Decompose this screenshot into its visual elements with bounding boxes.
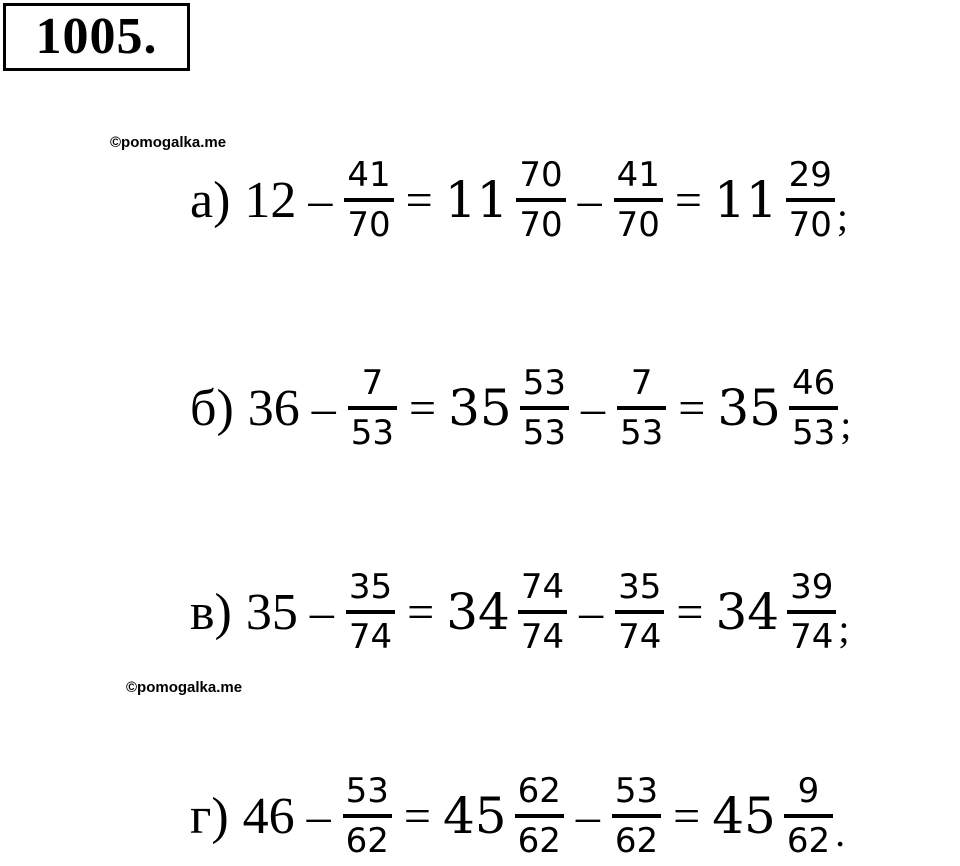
minus-sign: – [575,789,600,843]
equation-label: а) [190,171,231,229]
fraction-denominator: 70 [519,205,563,245]
fraction-numerator: 9 [797,771,820,811]
result-fraction [786,155,835,245]
fraction-denominator: 62 [345,821,389,861]
equation-label: г) [190,787,229,845]
equation-label: б) [190,379,234,437]
equation-b [190,358,851,458]
end-punctuation: . [835,810,846,855]
mixed-fraction [516,155,565,245]
fraction-numerator: 70 [519,155,563,195]
fraction-numerator: 35 [618,567,662,607]
result-fraction [787,567,836,657]
minuend: 12 [244,171,297,229]
equation-label: в) [190,583,232,641]
fraction-numerator: 7 [361,363,384,403]
fraction-denominator: 62 [786,821,831,861]
fraction-numerator: 41 [347,155,391,195]
fraction-denominator: 70 [616,205,660,245]
fraction-numerator: 53 [614,771,659,811]
minus-sign: – [581,381,606,435]
end-punctuation: ; [840,402,852,447]
subtrahend-fraction-2 [612,771,661,861]
fraction-numerator: 53 [522,363,567,403]
minus-sign: – [309,585,334,639]
subtrahend-fraction [344,155,393,245]
fraction-denominator: 53 [791,413,836,453]
equation-c [190,562,849,662]
result-whole: 34 [715,583,780,641]
fraction-numerator: 29 [788,155,832,195]
fraction-numerator: 46 [791,363,836,403]
equation-d [190,766,845,866]
equals-sign: = [409,381,437,435]
fraction-denominator: 62 [517,821,561,861]
subtrahend-fraction [348,363,397,453]
minus-sign: – [579,585,604,639]
result-fraction [789,363,838,453]
equals-sign: = [678,381,706,435]
mixed-whole: 34 [446,583,510,641]
equals-sign: = [405,173,433,227]
minus-sign: – [308,173,333,227]
end-punctuation: ; [838,606,850,651]
fraction-numerator: 7 [630,363,653,403]
fraction-denominator: 74 [348,617,393,657]
minuend: 46 [242,787,295,845]
subtrahend-fraction [343,771,392,861]
mixed-whole: 35 [448,379,512,437]
fraction-denominator: 53 [620,413,664,453]
end-punctuation: ; [836,194,848,239]
mixed-fraction [520,363,569,453]
fraction-denominator: 70 [788,205,832,245]
watermark: ©pomogalka.me [110,134,227,151]
minus-sign: – [306,789,331,843]
equation-a [190,150,848,250]
minuend: 35 [245,583,298,641]
watermark: ©pomogalka.me [126,679,243,696]
equals-sign: = [674,173,702,227]
result-fraction [784,771,833,861]
minus-sign: – [311,381,336,435]
mixed-whole: 45 [443,787,507,845]
subtrahend-fraction-2 [615,567,664,657]
fraction-numerator: 74 [520,567,565,607]
minuend: 36 [247,379,300,437]
fraction-denominator: 62 [614,821,659,861]
equals-sign: = [403,789,431,843]
result-whole: 45 [712,787,776,845]
fraction-denominator: 70 [347,205,391,245]
minus-sign: – [577,173,602,227]
subtrahend-fraction-2 [614,155,663,245]
equals-sign: = [676,585,704,639]
fraction-denominator: 53 [350,413,395,453]
fraction-numerator: 41 [616,155,660,195]
equals-sign: = [673,789,701,843]
mixed-whole: 11 [444,171,509,229]
equals-sign: = [407,585,435,639]
result-whole: 11 [713,171,778,229]
fraction-denominator: 74 [520,617,565,657]
fraction-denominator: 74 [790,617,834,657]
fraction-numerator: 39 [790,567,834,607]
mixed-fraction [518,567,567,657]
result-whole: 35 [717,379,781,437]
fraction-denominator: 53 [522,413,567,453]
subtrahend-fraction-2 [617,363,666,453]
subtrahend-fraction [346,567,395,657]
fraction-numerator: 62 [517,771,561,811]
fraction-denominator: 74 [618,617,662,657]
fraction-numerator: 53 [345,771,389,811]
problem-number: 1005. [3,3,190,71]
mixed-fraction [515,771,564,861]
fraction-numerator: 35 [348,567,393,607]
